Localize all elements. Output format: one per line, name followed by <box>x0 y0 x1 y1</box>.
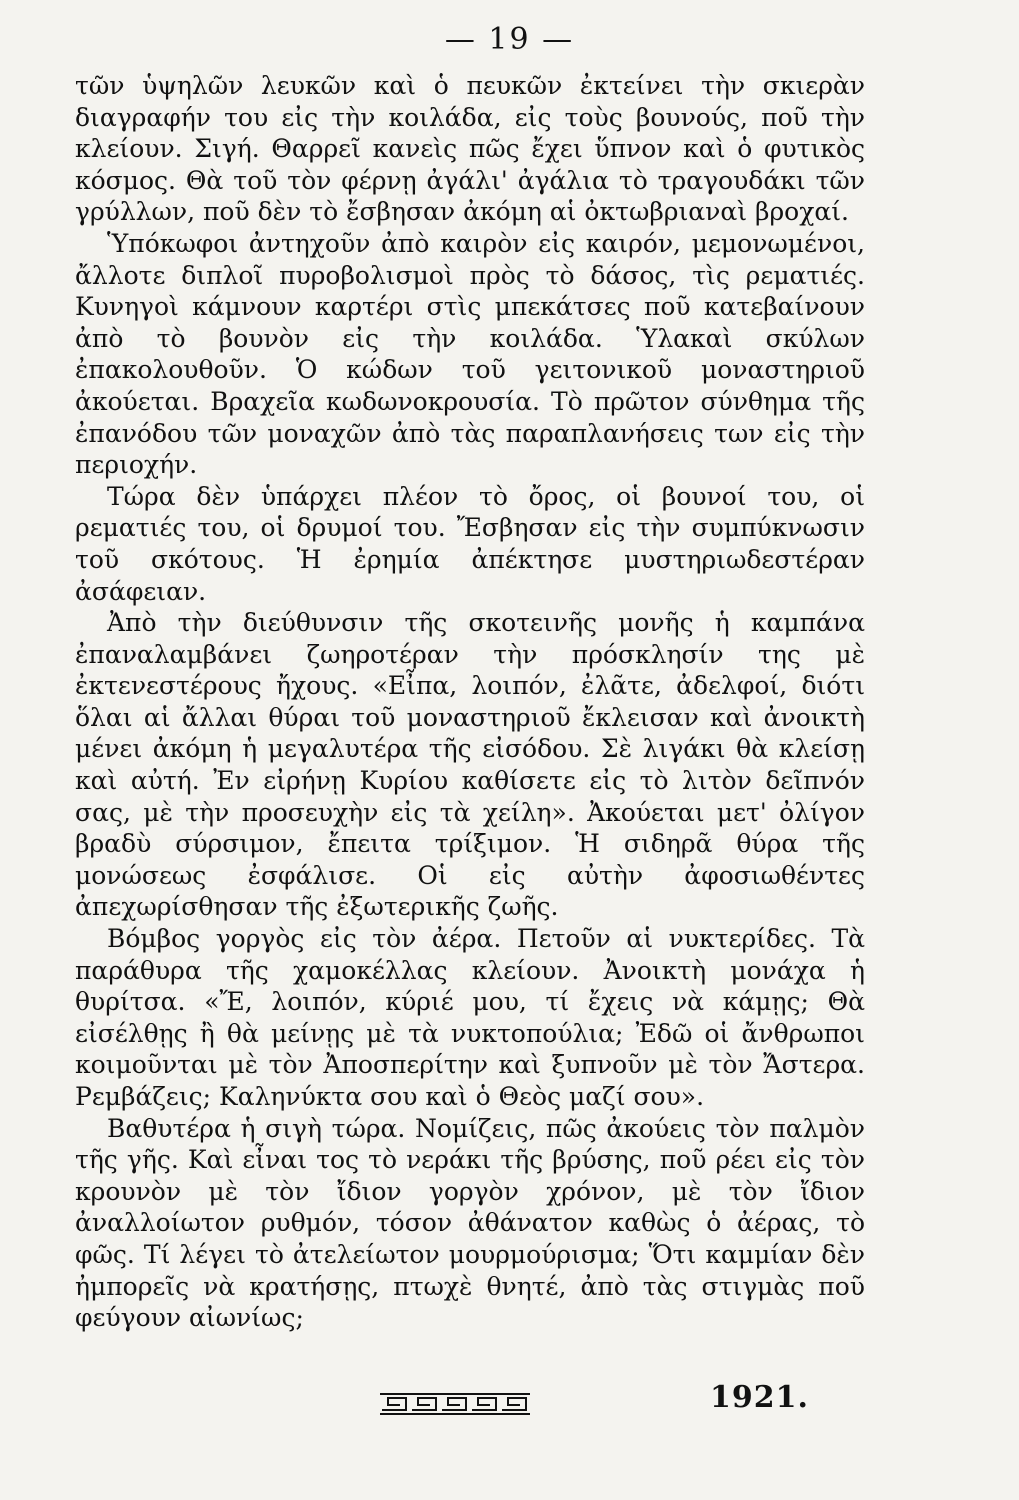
page-number: — 19 — <box>444 22 575 57</box>
publication-year: 1921. <box>710 1380 809 1415</box>
paragraph-2: Ὑπόκωφοι ἀντηχοῦν ἀπὸ καιρὸν εἰς καιρόν, μεμονωμένοι, ἄλλοτε διπλοῖ πυροβολισμοὶ πρὸς τὸ δάσος, τὶς ρεματιές. Κυνηγοὶ κάμνουν καρτέρι στὶς μπεκάτσες ποῦ κατεβαίνουν ἀπὸ τὸ βουνὸν εἰς τὴν κοιλάδα. Ὑλακαὶ σκύλων ἐπακολουθοῦν. Ὁ κώδων τοῦ γειτονικοῦ μοναστηριοῦ ἀκούεται. Βραχεῖα κωδωνοκρουσία. Τὸ πρῶτον σύνθημα τῆς ἐπανόδου τῶν μοναχῶν ἀπὸ τὰς παραπλανήσεις των εἰς τὴν περιοχήν. <box>75 228 865 480</box>
paragraph-1: τῶν ὑψηλῶν λευκῶν καὶ ὁ πευκῶν ἐκτείνει τὴν σκιερὰν διαγραφήν του εἰς τὴν κοιλάδα, εἰς τοὺς βουνούς, ποῦ τὴν κλείουν. Σιγή. Θαρρεῖ κανεὶς πῶς ἔχει ὕπνον καὶ ὁ φυτικὸς κόσμος. Θὰ τοῦ τὸν φέρνῃ ἀγάλι' ἀγάλια τὸ τραγουδάκι τῶν γρύλλων, ποῦ δὲν τὸ ἔσβησαν ἀκόμη αἱ ὀκτωβριαναὶ βροχαί. <box>75 71 865 227</box>
page-footer <box>0 1375 1019 1435</box>
body-text <box>75 70 865 1334</box>
greek-key-ornament-icon <box>380 1393 530 1415</box>
paragraph-4: Ἀπὸ τὴν διεύθυνσιν τῆς σκοτεινῆς μονῆς ἡ καμπάνα ἐπαναλαμβάνει ζωηροτέραν τὴν πρόσκλησίν της μὲ ἐκτενεστέρους ἤχους. «Εἶπα, λοιπόν, ἐλᾶτε, ἀδελφοί, διότι ὅλαι αἱ ἄλλαι θύραι τοῦ μοναστηριοῦ ἔκλεισαν καὶ ἀνοικτὴ μένει ἀκόμη ἡ μεγαλυτέρα τῆς εἰσόδου. Σὲ λιγάκι θὰ κλείσῃ καὶ αὐτή. Ἐν εἰρήνῃ Κυρίου καθίσετε εἰς τὸ λιτὸν δεῖπνόν σας, μὲ τὴν προσευχὴν εἰς τὰ χείλη». Ἀκούεται μετ' ὀλίγον βραδὺ σύρσιμον, ἔπειτα τρίξιμον. Ἡ σιδηρᾶ θύρα τῆς μονώσεως ἐσφάλισε. Οἱ εἰς αὐτὴν ἀφοσιωθέντες ἀπεχωρίσθησαν τῆς ἐξωτερικῆς ζωῆς. <box>75 608 865 922</box>
paragraph-3: Τώρα δὲν ὑπάρχει πλέον τὸ ὄρος, οἱ βουνοί του, οἱ ρεματιές του, οἱ δρυμοί του. Ἔσβησαν εἰς τὴν συμπύκνωσιν τοῦ σκότους. Ἡ ἐρημία ἀπέκτησε μυστηριωδεστέραν ἀσάφειαν. <box>75 481 865 606</box>
paragraph-5: Βόμβος γοργὸς εἰς τὸν ἀέρα. Πετοῦν αἱ νυκτερίδες. Τὰ παράθυρα τῆς χαμοκέλλας κλείουν. Ἀνοικτὴ μονάχα ἡ θυρίτσα. «Ἔ, λοιπόν, κύριέ μου, τί ἔχεις νὰ κάμῃς; Θὰ εἰσέλθῃς ἢ θὰ μείνῃς μὲ τὰ νυκτοπούλια; Ἐδῶ οἱ ἄνθρωποι κοιμοῦνται μὲ τὸν Ἀποσπερίτην καὶ ξυπνοῦν μὲ τὸν Ἄστερα. Ρεμβάζεις; Καληνύκτα σου καὶ ὁ Θεὸς μαζί σου». <box>75 924 865 1111</box>
paragraph-6: Βαθυτέρα ἡ σιγὴ τώρα. Νομίζεις, πῶς ἀκούεις τὸν παλμὸν τῆς γῆς. Καὶ εἶναι τος τὸ νεράκι τῆς βρύσης, ποῦ ρέει εἰς τὸν κρουνὸν μὲ τὸν ἴδιον γοργὸν χρόνον, μὲ τὸν ἴδιον ἀναλλοίωτον ρυθμόν, τόσον ἀθάνατον καθὼς ὁ ἀέρας, τὸ φῶς. Τί λέγει τὸ ἀτελείωτον μουρμούρισμα; Ὅτι καμμίαν δὲν ἠμπορεῖς νὰ κρατήσῃς, πτωχὲ θνητέ, ἀπὸ τὰς στιγμὰς ποῦ φεύγουν αἰωνίως; <box>75 1113 865 1333</box>
